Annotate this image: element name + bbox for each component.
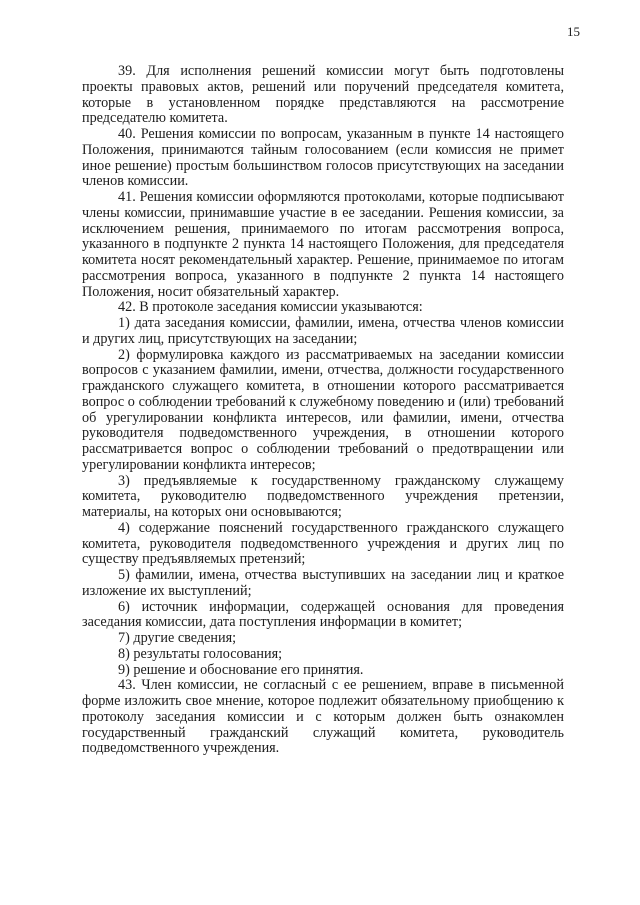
list-item-5: 5) фамилии, имена, отчества выступивших на заседании лиц и краткое изложение их выступлений; [82,567,564,599]
list-item-6: 6) источник информации, содержащей основания для проведения заседания комиссии, дата поступления информации в комитет; [82,598,564,631]
page-number: 15 [567,24,580,39]
list-item-3: 3) предъявляемые к государственному гражданскому служащему комитета, руководителю подведомственного учреждения претензии, материалы, на которых они основываются; [82,472,564,520]
list-item-2: 2) формулировка каждого из рассматриваемых на заседании комиссии вопросов с указанием фамилии, имени, отчества, должности государственного гражданского служащего комитета, в отношении которого рассматривается вопрос о соблюдении требований к служебному поведению и (или) требований об урегулировании конфликта интересов, или фамилии, имени, отчества руководителя подведомственного учреждения, в отношении которого рассматривается вопрос о соблюдении требований о предотвращении или урегулировании конфликта интересов; [82,346,564,473]
paragraph-42: 42. В протоколе заседания комиссии указываются: [118,299,423,316]
paragraph-40: 40. Решения комиссии по вопросам, указанным в пункте 14 настоящего Положения, принимаются тайным голосованием (если комиссия не примет иное решение) простым большинством голосов присутствующих на заседании членов комиссии. [82,126,564,190]
document-body [82,64,564,757]
paragraph-41: 41. Решения комиссии оформляются протоколами, которые подписывают члены комиссии, принимавшие участие в ее заседании. Решения комиссии, за исключением решения, принимаемого по итогам рассмотрения вопроса, указанного в подпункте 2 пункта 14 настоящего Положения, для председателя комитета носят рекомендательный характер. Решение, принимаемое по итогам рассмотрения вопроса, указанного в подпункте 2 пункта 14 настоящего Положения, носит обязательный характер. [82,189,564,300]
list-item-1: 1) дата заседания комиссии, фамилии, имена, отчества членов комиссии и других лиц, присутствующих на заседании; [82,315,564,347]
paragraph-39: 39. Для исполнения решений комиссии могут быть подготовлены проекты правовых актов, решений или поручений председателя комитета, которые в установленном порядке представляются на рассмотрение председателю комитета. [82,63,564,127]
list-item-8: 8) результаты голосования; [118,645,283,662]
list-item-4: 4) содержание пояснений государственного гражданского служащего комитета, руководителя подведомственного учреждения и других лиц по существу предъявляемых претензий; [82,519,564,568]
paragraph-43: 43. Член комиссии, не согласный с ее решением, вправе в письменной форме изложить свое мнение, которое подлежит обязательному приобщению к протоколу заседания комиссии и с которым должен быть ознакомлен государственный гражданский служащий комитета, руководитель подведомственного учреждения. [82,677,564,757]
list-item-9: 9) решение и обоснование его принятия. [118,661,364,678]
list-item-7: 7) другие сведения; [118,630,237,646]
